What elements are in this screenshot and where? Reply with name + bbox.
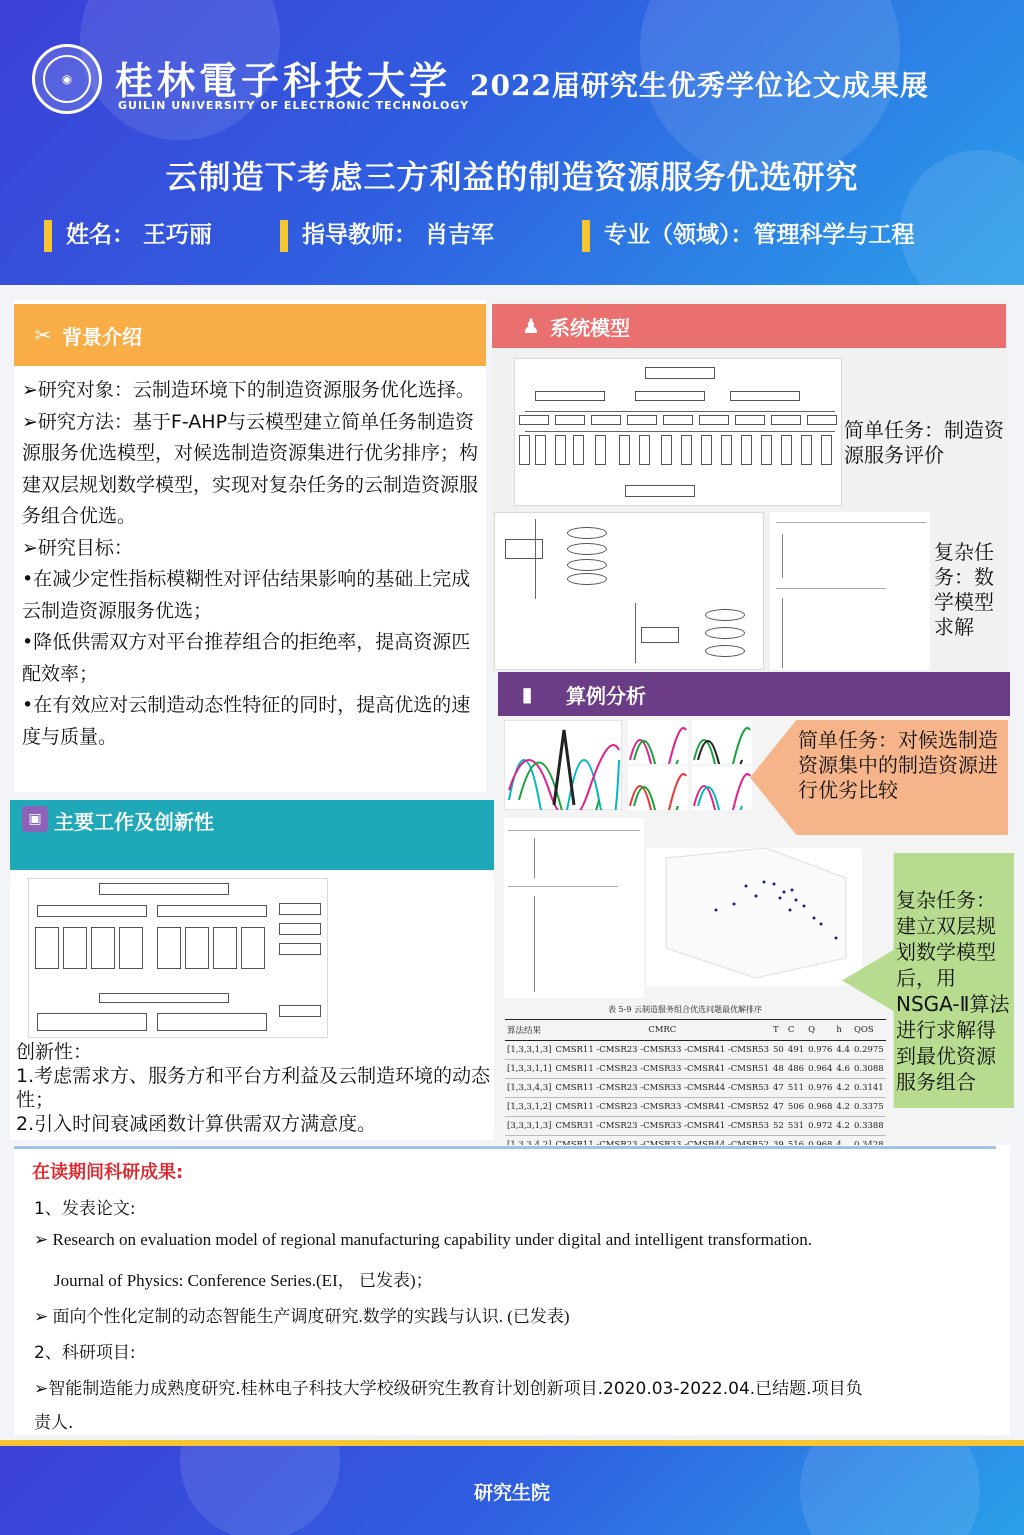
diag-line [535, 519, 536, 599]
model-complex-task: 复杂任务：数学模型求解 [934, 540, 994, 639]
table-cell: 486 [786, 1060, 806, 1079]
pareto-3d-scatter [646, 848, 862, 986]
hier-box [535, 391, 605, 401]
table-cell: [1,3,3,1,1] [505, 1060, 553, 1079]
author-name: 姓名： 王巧丽 [66, 222, 213, 248]
col-header: T [771, 1020, 786, 1041]
table-cell: 531 [786, 1117, 806, 1136]
table-cell: CMSR11 -CMSR23 -CMSR33 -CMSR44 -CMSR53 [553, 1079, 771, 1098]
formula-line [776, 588, 886, 589]
results-divider [14, 1146, 996, 1149]
hier-leaf [619, 435, 630, 465]
formula-brace [534, 896, 535, 992]
flow-box [119, 927, 143, 969]
flow-box [91, 927, 115, 969]
diag-oval [567, 573, 607, 585]
hier-leaf [555, 435, 566, 465]
research-flowchart [28, 878, 328, 1038]
convergence-plot-4 [628, 766, 688, 810]
diag-oval [705, 609, 745, 621]
table-cell: 4.2 [834, 1098, 852, 1117]
hier-leaf [821, 435, 832, 465]
evaluation-hierarchy-diagram [514, 358, 842, 506]
hier-box [735, 415, 765, 425]
table-cell: CMSR31 -CMSR23 -CMSR33 -CMSR41 -CMSR53 [553, 1117, 771, 1136]
footer-accent-bar [0, 1440, 1024, 1446]
results-heading: 在读期间科研成果: [32, 1162, 184, 1183]
formula-line [508, 886, 618, 887]
model-simple-task: 简单任务：制造资源服务评价 [844, 418, 1004, 467]
flow-box [157, 927, 181, 969]
diag-box [505, 539, 543, 559]
hier-leaf [781, 435, 792, 465]
table-cell: CMSR11 -CMSR23 -CMSR33 -CMSR41 -CMSR53 [553, 1041, 771, 1060]
col-header: CMRC [553, 1020, 771, 1041]
table-row [505, 1060, 886, 1079]
flow-box [279, 1005, 321, 1017]
university-logo [32, 44, 102, 114]
thesis-title: 云制造下考虑三方利益的制造资源服务优选研究 [165, 158, 859, 196]
work-heading [10, 800, 494, 870]
bg-line: •在减少定性指标模糊性对评估结果影响的基础上完成云制造资源服务优选； [22, 568, 471, 622]
hier-box [519, 415, 549, 425]
innovation-title: 创新性： [16, 1041, 93, 1063]
university-name-cn: 桂林電子科技大学 [115, 58, 452, 103]
major-info [582, 216, 915, 252]
project-1-line-2: 责人. [34, 1413, 74, 1433]
col-header: C [786, 1020, 806, 1041]
flow-box [279, 923, 321, 935]
project-1-line-1: ➢智能制造能力成熟度研究.桂林电子科技大学校级研究生教育计划创新项目.2020.03-2022.04.已结题.项目负 [34, 1379, 863, 1399]
col-header: Q [806, 1020, 834, 1041]
table-row [505, 1079, 886, 1098]
table-header-row [505, 1020, 886, 1041]
hier-leaf [535, 435, 546, 465]
hier-box [625, 485, 695, 497]
hier-leaf [661, 435, 672, 465]
paper-1-line-1: ➢ Research on evaluation model of regional manufacturing capability under digital and intelligent transformation. [34, 1230, 813, 1249]
table-cell: [1,3,3,1,2] [505, 1098, 553, 1117]
innovation-text [16, 1040, 492, 1136]
table-cell: 47 [771, 1098, 786, 1117]
table-cell: 0.2975 [852, 1041, 886, 1060]
accent-bar [280, 220, 288, 252]
table-cell: 48 [771, 1060, 786, 1079]
formula-brace [782, 598, 783, 668]
col-header: h [834, 1020, 852, 1041]
tools-icon: ✂ [34, 323, 52, 347]
diag-oval [567, 543, 607, 555]
footer-text: 研究生院 [473, 1482, 550, 1504]
background-text [22, 375, 482, 753]
flow-box [157, 1013, 267, 1031]
bilevel-model-diagram [494, 512, 764, 670]
diag-line [635, 603, 636, 663]
table-cell: [3,3,3,1,3] [505, 1117, 553, 1136]
bg-line: •降低供需双方对平台推荐组合的拒绝率，提高资源匹配效率； [22, 631, 471, 685]
convergence-plot-2 [628, 720, 688, 764]
hier-leaf [595, 435, 606, 465]
hier-leaf [761, 435, 772, 465]
flow-box [213, 927, 237, 969]
ranking-table [505, 1004, 884, 1155]
table-cell: 0.972 [806, 1117, 834, 1136]
hier-leaf [701, 435, 712, 465]
author-info [44, 216, 212, 252]
table-cell: 506 [786, 1098, 806, 1117]
example-complex-task: 复杂任务：建立双层规划数学模型后，用NSGA-Ⅱ算法进行求解得到最优资源服务组合 [896, 888, 1010, 1094]
flow-box [241, 927, 265, 969]
paper-2: ➢ 面向个性化定制的动态智能生产调度研究.数学的实践与认识. (已发表) [34, 1307, 570, 1326]
flow-box [99, 883, 229, 895]
hier-leaf [519, 435, 530, 465]
table-cell: 511 [786, 1079, 806, 1098]
flow-box [37, 905, 147, 917]
advisor-name: 指导教师： 肖吉军 [302, 222, 495, 248]
table-cell: 52 [771, 1117, 786, 1136]
hier-box [591, 415, 621, 425]
diag-oval [567, 559, 607, 571]
flow-box [279, 903, 321, 915]
example-heading [498, 672, 1010, 716]
papers-title: 1、发表论文: [34, 1199, 136, 1219]
logo-seal-icon: ◉ [43, 55, 91, 103]
diag-box [641, 627, 679, 643]
background-heading [14, 304, 486, 366]
bg-line: •在有效应对云制造动态性特征的同时，提高优选的速度与质量。 [22, 694, 471, 748]
background-heading-label: 背景介绍 [62, 324, 142, 349]
example-heading-label: 算例分析 [566, 683, 646, 708]
exhibition-title: 2022届研究生优秀学位论文成果展 [470, 69, 929, 102]
table-cell: 50 [771, 1041, 786, 1060]
major-name: 专业（领域）：管理科学与工程 [604, 222, 915, 248]
bar-chart-icon: ▮ [521, 682, 533, 706]
hier-box [645, 367, 715, 379]
table-cell: 0.3375 [852, 1098, 886, 1117]
user-icon: ♟ [522, 314, 540, 338]
flow-box [63, 927, 87, 969]
table-cell: 0.968 [806, 1098, 834, 1117]
hier-box [635, 391, 705, 401]
flow-box [35, 927, 59, 969]
formula-line [508, 830, 640, 831]
diag-oval [705, 627, 745, 639]
hier-box [699, 415, 729, 425]
table-row [505, 1098, 886, 1117]
hier-box [663, 415, 693, 425]
table-cell: 0.976 [806, 1041, 834, 1060]
diag-oval [705, 645, 745, 657]
paper-1-line-2: Journal of Physics: Conference Series.(EI， 已发表)； [54, 1271, 433, 1290]
flow-box [37, 1013, 147, 1031]
table-cell: 0.3141 [852, 1079, 886, 1098]
hier-leaf [741, 435, 752, 465]
table-cell: 0.3088 [852, 1060, 886, 1079]
work-heading-label: 主要工作及创新性 [54, 810, 214, 834]
formula-brace [534, 838, 535, 878]
table-cell: CMSR11 -CMSR23 -CMSR33 -CMSR41 -CMSR51 [553, 1060, 771, 1079]
flow-box [99, 993, 229, 1003]
table-cell: 47 [771, 1079, 786, 1098]
hier-box [730, 391, 800, 401]
optimization-formula [504, 818, 644, 998]
table-caption: 表 5-9 云制造服务组合优选问题最优解排序 [608, 1005, 762, 1014]
table-cell: [1,3,3,4,3] [505, 1079, 553, 1098]
convergence-plot-5 [692, 766, 752, 810]
briefcase-icon: ▣ [22, 806, 48, 832]
table-row [505, 1041, 886, 1060]
table-cell: [1,3,3,1,3] [505, 1041, 553, 1060]
hier-leaf [639, 435, 650, 465]
flow-box [157, 905, 267, 917]
table-cell: 0.976 [806, 1079, 834, 1098]
diag-oval [567, 527, 607, 539]
bilevel-formula [770, 512, 930, 670]
table-row [505, 1117, 886, 1136]
innovation-item: 2.引入时间衰减函数计算供需双方满意度。 [16, 1113, 377, 1135]
bg-line: ➢研究对象：云制造环境下的制造资源服务优化选择。 [22, 379, 475, 401]
flow-box [185, 927, 209, 969]
model-heading [492, 304, 1006, 348]
advisor-info [280, 216, 494, 252]
formula-line [776, 522, 926, 523]
bg-line: ➢研究方法：基于F-AHP与云模型建立简单任务制造资源服务优选模型，对候选制造资源集进行优劣排序；构建双层规划数学模型，实现对复杂任务的云制造资源服务组合优选。 [22, 410, 479, 527]
flow-box [279, 943, 321, 955]
projects-title: 2、科研项目: [34, 1343, 136, 1363]
col-header: QOS [852, 1020, 886, 1041]
table-cell: 0.964 [806, 1060, 834, 1079]
hier-leaf [721, 435, 732, 465]
hier-box [555, 415, 585, 425]
table-cell: 4.4 [834, 1041, 852, 1060]
example-simple-task: 简单任务：对候选制造资源集中的制造资源进行优劣比较 [798, 728, 998, 802]
convergence-plot-3 [692, 720, 752, 764]
table-cell: 0.3388 [852, 1117, 886, 1136]
formula-brace [782, 534, 783, 578]
university-name-en: GUILIN UNIVERSITY OF ELECTRONIC TECHNOLOGY [118, 99, 470, 112]
accent-bar [582, 220, 590, 252]
table-cell: 4.2 [834, 1079, 852, 1098]
hier-line [525, 411, 835, 412]
hier-leaf [681, 435, 692, 465]
col-header: 算法结果 [505, 1020, 553, 1041]
hier-box [807, 415, 837, 425]
innovation-item: 1.考虑需求方、服务方和平台方利益及云制造环境的动态性； [16, 1065, 491, 1111]
table-cell: 491 [786, 1041, 806, 1060]
hier-line [525, 431, 835, 432]
hier-box [627, 415, 657, 425]
bg-line: ➢研究目标： [22, 536, 133, 559]
convergence-plot-1 [504, 720, 622, 810]
accent-bar [44, 220, 52, 252]
table-cell: CMSR11 -CMSR23 -CMSR33 -CMSR41 -CMSR52 [553, 1098, 771, 1117]
hier-leaf [573, 435, 584, 465]
model-heading-label: 系统模型 [550, 315, 630, 340]
table-cell: 4.2 [834, 1117, 852, 1136]
hier-leaf [801, 435, 812, 465]
hier-box [771, 415, 801, 425]
table-cell: 4.6 [834, 1060, 852, 1079]
